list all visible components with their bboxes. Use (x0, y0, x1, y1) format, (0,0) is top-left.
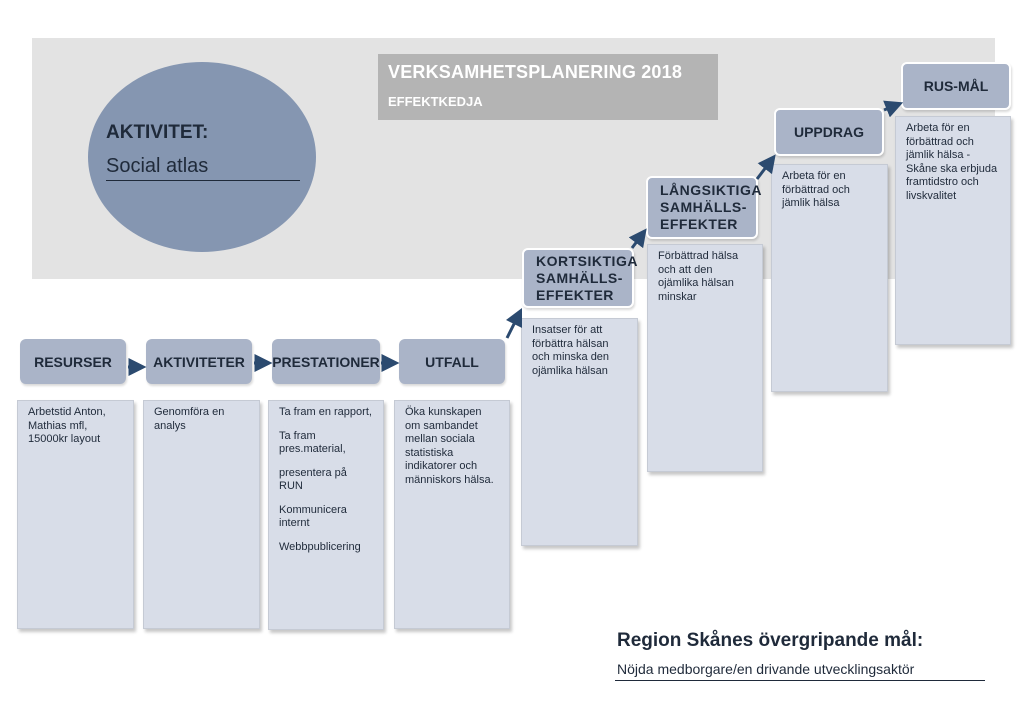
arrow-7 (884, 104, 899, 110)
page-title: VERKSAMHETSPLANERING 2018 (388, 62, 683, 82)
step-text: Webbpublicering (279, 540, 361, 553)
step-text: Kommunicera internt (279, 503, 347, 529)
step-header-prestationer: PRESTATIONER (272, 339, 380, 384)
region-goal-text: Nöjda medborgare/en drivande utvecklingsaktör (615, 661, 985, 681)
activity-name: Social atlas (106, 155, 300, 181)
step-text: Arbetstid Anton, Mathias mfl, 15000kr layout (28, 406, 106, 445)
page-subtitle: EFFEKTKEDJA (388, 94, 483, 109)
step-header-kortsiktiga: KORTSIKTIGA SAMHÄLLS-EFFEKTER (522, 248, 634, 308)
step-text: Öka kunskapen om sambandet mellan sociala statistiska indikatorer och människors hälsa. (405, 406, 494, 486)
step-text: Förbättrad hälsa och att den ojämlika hälsan minskar (658, 250, 739, 303)
step-header-aktiviteter: AKTIVITETER (146, 339, 252, 384)
step-header-utfall: UTFALL (399, 339, 505, 384)
arrow-4 (507, 312, 520, 338)
step-header-uppdrag: UPPDRAG (774, 108, 884, 156)
step-text: Arbeta för en förbättrad och jämlik hälsa (782, 170, 850, 209)
step-text: Ta fram pres.material, (279, 429, 346, 455)
step-text: Arbeta för en förbättrad och jämlik hälsa - Skåne ska erbjuda framtidstro och livskvalitet (906, 122, 998, 202)
step-header-resurser: RESURSER (20, 339, 126, 384)
region-goal-title: Region Skånes övergripande mål: (617, 630, 924, 651)
arrow-5 (632, 232, 644, 248)
step-header-langsiktiga: LÅNGSIKTIGA SAMHÄLLS-EFFEKTER (646, 176, 758, 239)
activity-label: AKTIVITET: (106, 122, 209, 143)
step-text: Genomföra en analys (154, 406, 225, 432)
step-text: Ta fram en rapport, (279, 406, 372, 418)
arrow-6 (757, 158, 773, 179)
step-header-rus-mal: RUS-MÅL (901, 62, 1011, 110)
step-text: Insatser för att förbättra hälsan och minska den ojämlika hälsan (532, 324, 610, 377)
step-text: presentera på RUN (279, 466, 347, 492)
